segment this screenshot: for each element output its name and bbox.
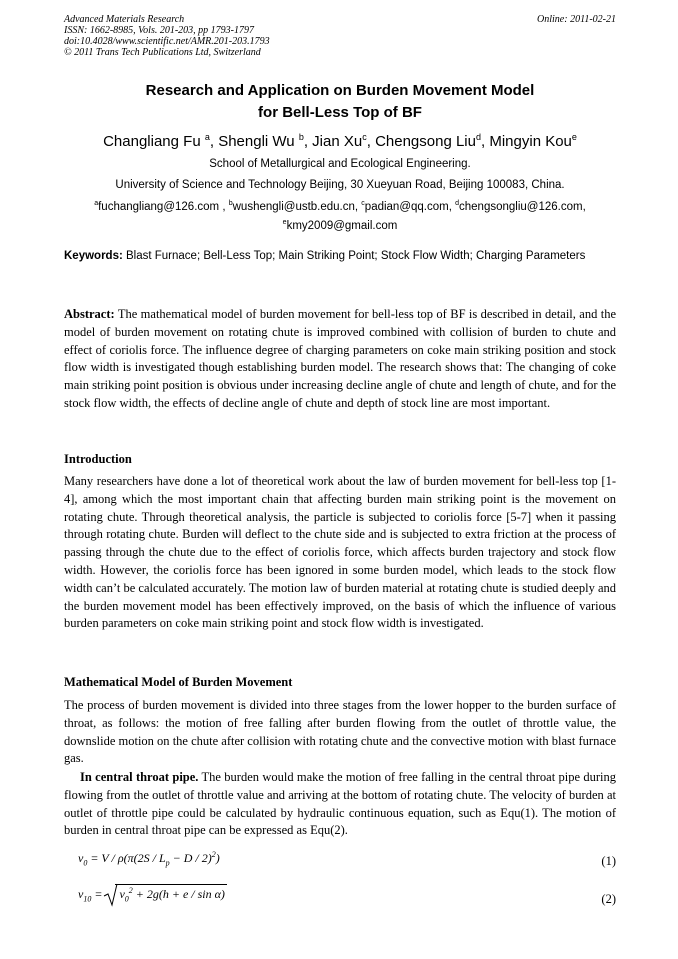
equation-1 — [64, 846, 616, 872]
keywords-label: Keywords: — [64, 250, 123, 262]
model-paragraph-1: The process of burden movement is divided into three stages from the lower hopper to the burden surface of throat, as follows: the motion of free falling after burden flowing from the outlet of throttle value, the downslide motion on the chute after collision with rotating chute and the convective motion with blast furnace gas. — [64, 698, 616, 766]
doi-line: doi:10.4028/www.scientific.net/AMR.201-203.1793 — [64, 36, 270, 47]
author-name: Shengli Wu — [218, 133, 295, 150]
paper-title-line-1: Research and Application on Burden Movement Model — [145, 82, 535, 99]
model-paragraph-2-text: The burden would make the motion of free falling in the central throat pipe during flowing from the outlet of throttle value and arriving at the bottom of rotating chute. The velocity of burden at outlet of throttle pipe could be calculated by hydraulic continuous equation, such as Equ(1). The motion of burden in central throat pipe can be expressed as Equ(2). — [64, 770, 616, 838]
email-address[interactable]: padian@qq.com — [364, 200, 449, 213]
author-list: Changliang Fu $^a$, Shengli Wu $^b$, Jian Xu$^c$, Chengsong Liu$^d$, Mingyin Kou$^e$ — [103, 132, 577, 150]
email-sup: d — [455, 200, 460, 207]
author-sup: a — [204, 132, 210, 142]
equation-1-number: (1) — [601, 854, 616, 868]
copyright-line: © 2011 Trans Tech Publications Ltd, Switzerland — [64, 47, 261, 58]
abstract-text: The mathematical model of burden movement for bell-less top of BF is described in detail, and the model of burden movement on rotating chute is improved combined with collision of burden to chute and effect of coriolis force. The influence degree of charging parameters on coke main striking position and stock flow width is investigated though establishing burden model. The research shows that: The changing of coke main striking point position is obvious under increasing decline angle of chute and length of chute, and for the stock flow width, the effects of decline angle of chute and depth of stock line are most important. — [64, 307, 616, 410]
keywords-text: Blast Furnace; Bell-Less Top; Main Striking Point; Stock Flow Width; Charging Parameters — [126, 250, 586, 262]
author-name: Jian Xu — [312, 133, 363, 150]
model-paragraph-2 — [64, 769, 616, 840]
author-sup: d — [475, 132, 481, 142]
equation-1-formula: $v_0 = V / \rho(\pi(2S / L_p - D / 2)^2)$ — [78, 850, 220, 868]
author-sup: e — [571, 132, 577, 142]
author-sup: b — [298, 132, 304, 142]
author-name: Changliang Fu — [103, 133, 201, 150]
sqrt-sign — [64, 878, 144, 908]
affiliation-line-2: University of Science and Technology Beijing, 30 Xueyuan Road, Beijing 100083, China. — [115, 179, 565, 191]
author-name: Chengsong Liu — [375, 133, 476, 150]
author-emails: $^a$fuchangliang@126.com , $^b$wushengli@ustb.edu.cn, $^c$padian@qq.com, $^d$chengsongliu@126.com, $^e$kmy2009@gmail.com — [94, 200, 586, 232]
abstract — [64, 306, 616, 413]
equation-2-number: (2) — [601, 892, 616, 906]
email-sup: c — [361, 200, 365, 207]
email-sup: b — [228, 200, 233, 207]
online-date: Online: 2011-02-21 — [537, 14, 616, 25]
abstract-label: Abstract: — [64, 307, 115, 321]
equation-2-formula: $v_{10} = v_0^2 + 2g(h + e / \sin \alpha)$ — [78, 886, 225, 904]
author-name: Mingyin Kou — [489, 133, 572, 150]
introduction-heading: Introduction — [64, 452, 132, 466]
central-throat-pipe-label: In central throat pipe. — [80, 770, 199, 784]
journal-name: Advanced Materials Research — [64, 14, 185, 25]
affiliation-line-1: School of Metallurgical and Ecological Engineering. — [209, 158, 471, 170]
email-address[interactable]: chengsongliu@126.com — [459, 200, 583, 213]
email-address[interactable]: wushengli@ustb.edu.cn — [232, 200, 355, 213]
email-address[interactable]: fuchangliang@126.com — [98, 200, 220, 213]
journal-header — [64, 14, 616, 58]
email-address[interactable]: kmy2009@gmail.com — [286, 219, 398, 232]
model-heading: Mathematical Model of Burden Movement — [64, 675, 293, 689]
email-sup: e — [282, 218, 287, 226]
introduction-paragraph: Many researchers have done a lot of theoretical work about the law of burden movement for bell-less top [1-4], among which the most important chain that affecting burden main striking point is the movement on rotating chute. Through theoretical analysis, the particle is subjected to coriolis force [5-7] when it passing through rotating chute. Burden will deflect to the chute side and is subjected to extra friction at the process of passing through the chute due to the effect of coriolis force, which affects burden trajectory and stock flow width. However, the coriolis force has been ignored in some burden model, which leads to the stock flow width can’t be calculated accurately. The motion law of burden material at rotating chute is studied deeply and the burden movement model has been effectively improved, on the basis of which the influence of various burden parameters on coke main striking point and stock flow width is investigated. — [64, 474, 617, 631]
author-sup: c — [362, 132, 367, 142]
email-sup: a — [94, 200, 99, 207]
equation-2 — [64, 878, 616, 912]
paper-title-line-2: for Bell-Less Top of BF — [258, 104, 422, 121]
issn-line: ISSN: 1662-8985, Vols. 201-203, pp 1793-1797 — [64, 25, 254, 36]
keywords — [64, 248, 616, 265]
